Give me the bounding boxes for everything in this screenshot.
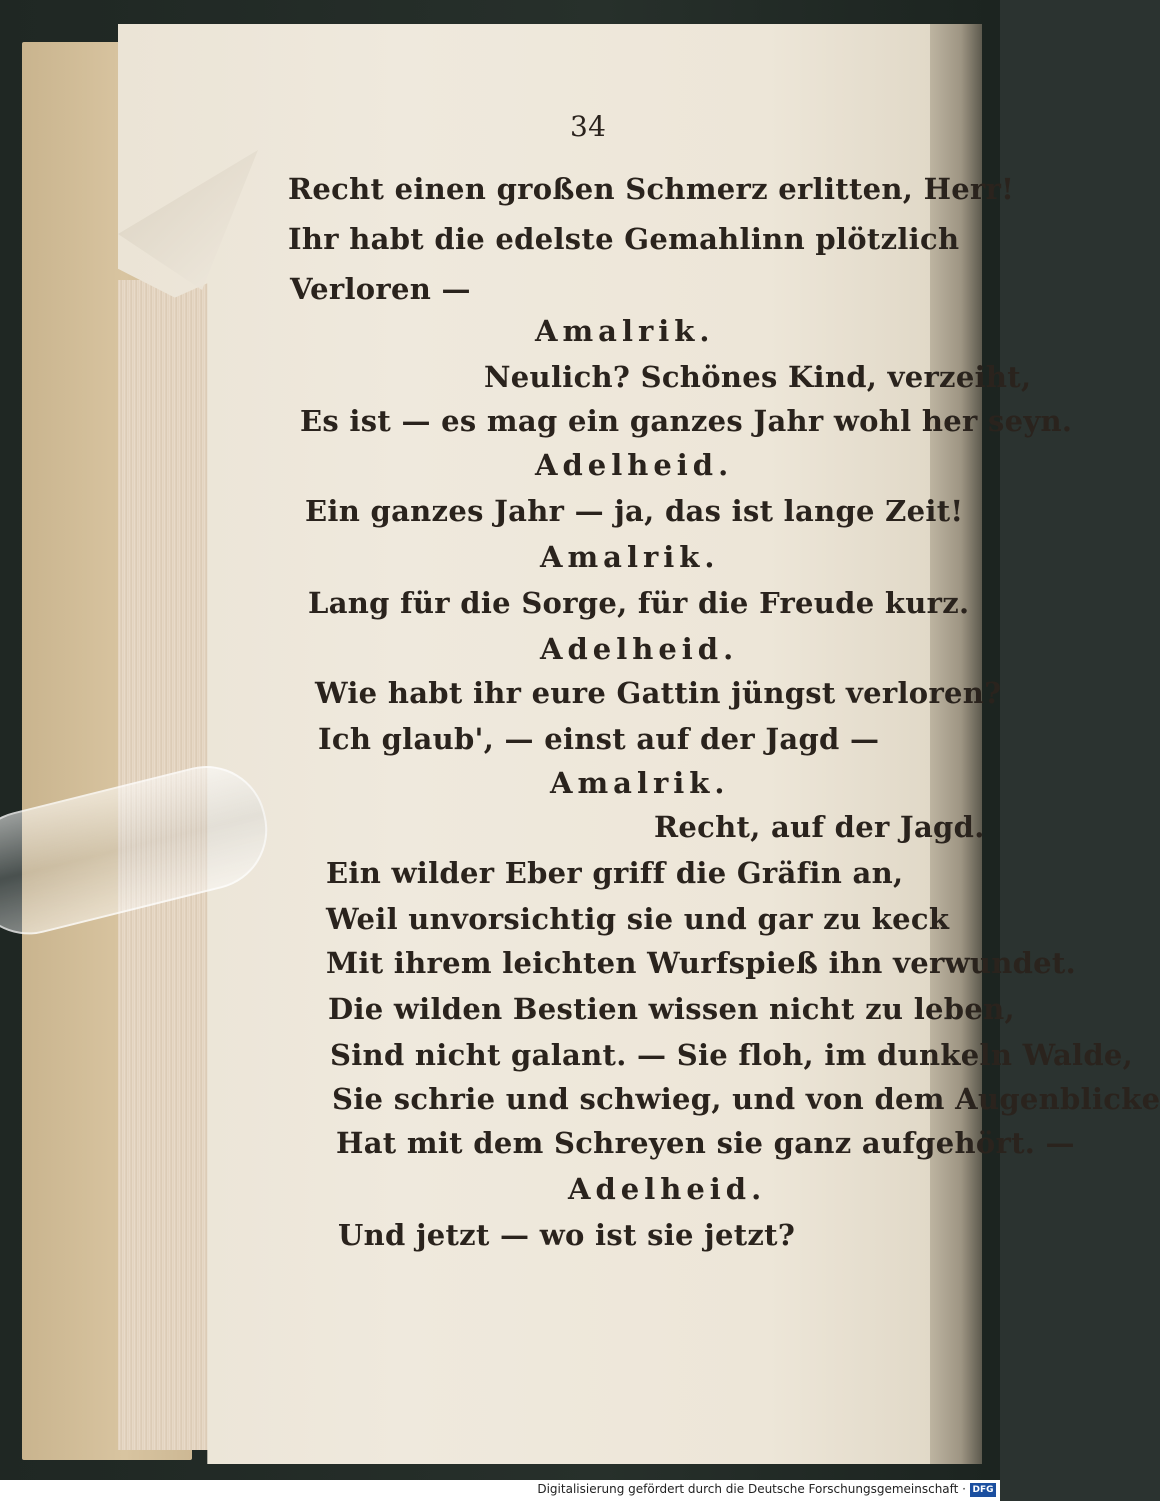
speaker-name: Amalrik. bbox=[550, 766, 730, 800]
text-line: Ihr habt die edelste Gemahlinn plötzlich bbox=[288, 222, 960, 256]
text-line: Hat mit dem Schreyen sie ganz aufgehört. — bbox=[336, 1126, 1075, 1160]
text-line: Ein ganzes Jahr — ja, das ist lange Zeit! bbox=[305, 494, 964, 528]
text-line: Sie schrie und schwieg, und von dem Augenblicke bbox=[332, 1082, 1160, 1116]
text-line: Mit ihrem leichten Wurfspieß ihn verwundet. bbox=[326, 946, 1077, 980]
text-line: Verloren — bbox=[290, 272, 471, 306]
text-line: Weil unvorsichtig sie und gar zu keck bbox=[326, 902, 950, 936]
speaker-name: Amalrik. bbox=[535, 314, 715, 348]
speaker-name: Amalrik. bbox=[540, 540, 720, 574]
text-line: Sind nicht galant. — Sie floh, im dunkeln Walde, bbox=[330, 1038, 1134, 1072]
footer-credit: Digitalisierung gefördert durch die Deutsche Forschungsgemeinschaft · bbox=[537, 1482, 966, 1496]
text-line: Lang für die Sorge, für die Freude kurz. bbox=[308, 586, 970, 620]
text-line: Und jetzt — wo ist sie jetzt? bbox=[338, 1218, 796, 1252]
footer-bar bbox=[0, 1480, 1000, 1501]
speaker-name: Adelheid. bbox=[540, 632, 739, 666]
dfg-logo-icon: DFG bbox=[970, 1483, 996, 1497]
text-line: Neulich? Schönes Kind, verzeiht, bbox=[484, 360, 1032, 394]
text-line: Die wilden Bestien wissen nicht zu leben, bbox=[328, 992, 1015, 1026]
text-line: Wie habt ihr eure Gattin jüngst verloren? bbox=[315, 676, 1002, 710]
text-line: Recht, auf der Jagd. bbox=[654, 810, 985, 844]
text-line: Ein wilder Eber griff die Gräfin an, bbox=[326, 856, 904, 890]
text-line: Ich glaub', — einst auf der Jagd — bbox=[318, 722, 880, 756]
speaker-name: Adelheid. bbox=[568, 1172, 767, 1206]
speaker-name: Adelheid. bbox=[535, 448, 734, 482]
text-line: Recht einen großen Schmerz erlitten, Herr! bbox=[288, 172, 1015, 206]
page-number: 34 bbox=[570, 110, 607, 143]
text-line: Es ist — es mag ein ganzes Jahr wohl her seyn. bbox=[300, 404, 1073, 438]
